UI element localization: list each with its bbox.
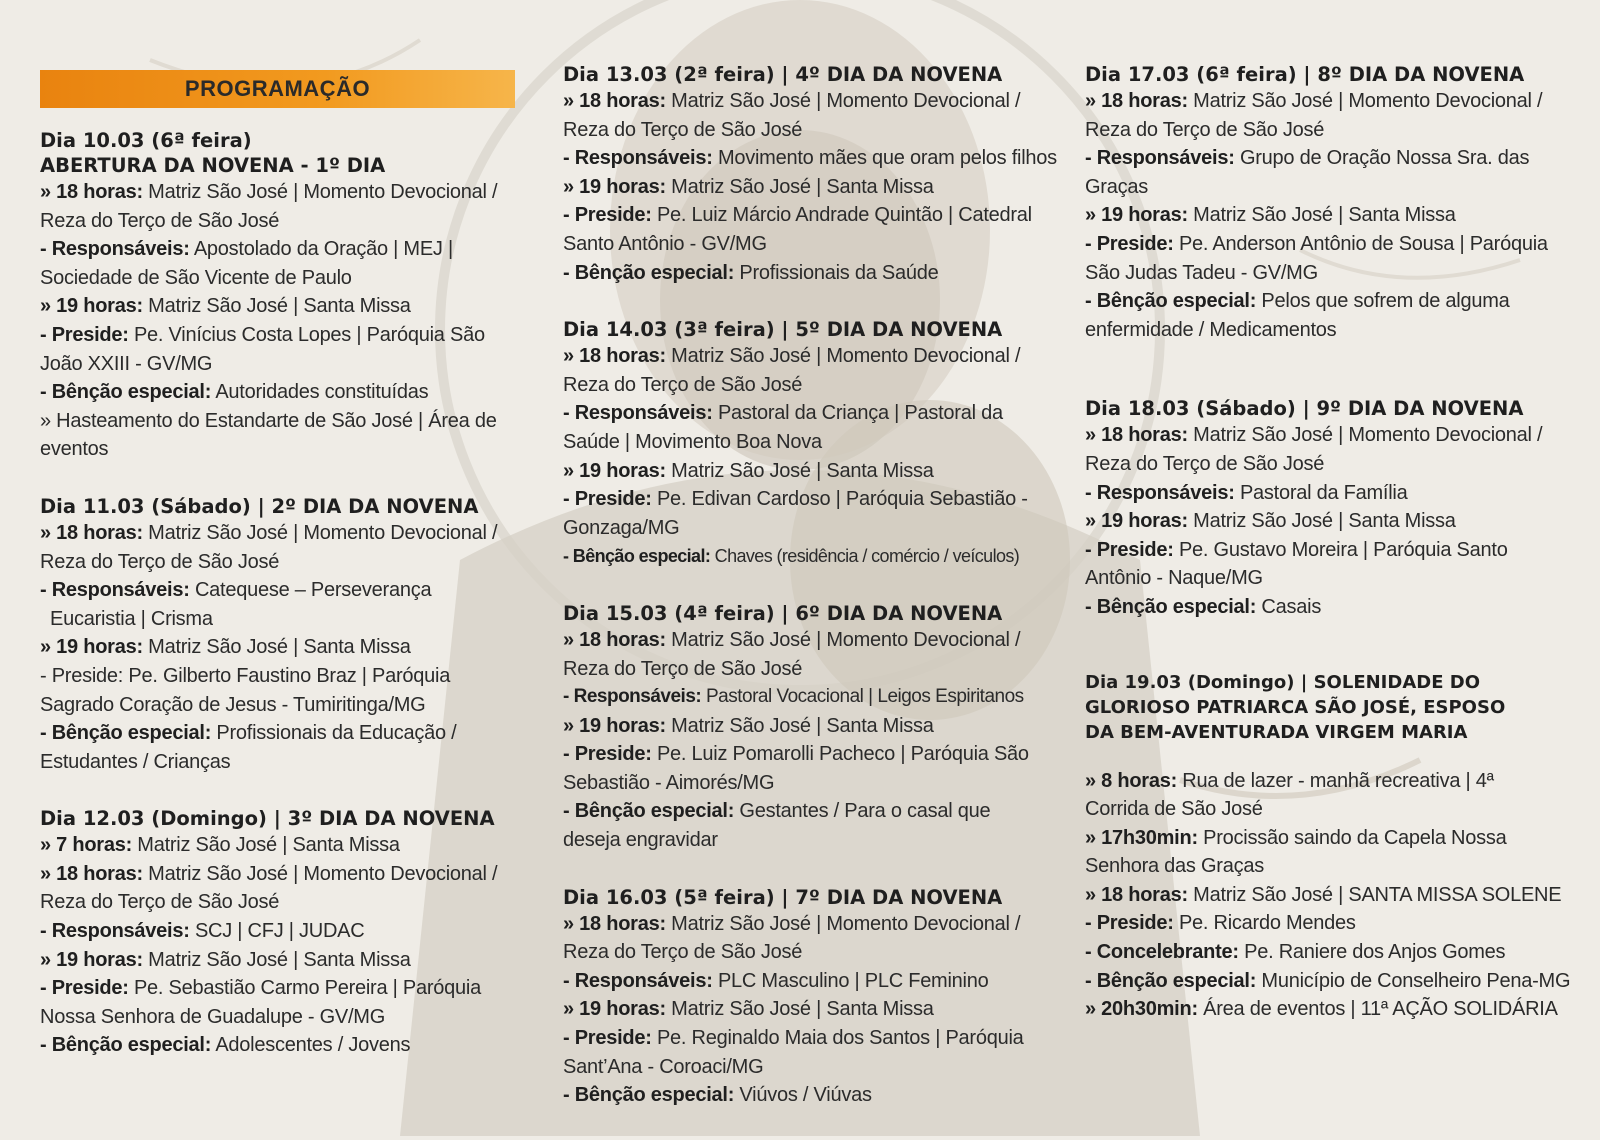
schedule-line: Reza do Terço de São José [1085,452,1325,475]
day-3 [40,806,540,1060]
programacao-banner [40,70,515,108]
schedule-line: Santo Antônio - GV/MG [563,232,767,255]
schedule-line: - Bênção especial: Município de Conselheiro Pena-MG [1085,969,1571,992]
schedule-line: - Responsáveis: Grupo de Oração Nossa Sra. das [1085,147,1530,170]
schedule-line: - Bênção especial: Autoridades constituídas [40,381,429,404]
schedule-line: Reza do Terço de São José [1085,118,1325,141]
schedule-line: » 18 horas: Matriz São José | Momento Devocional / [40,521,498,544]
schedule-line: » 19 horas: Matriz São José | Santa Missa [563,175,934,198]
schedule-line: » Hasteamento do Estandarte de São José | Área de [40,409,497,432]
schedule-line: Sagrado Coração de Jesus - Tumiritinga/MG [40,693,426,716]
schedule-line: » 19 horas: Matriz São José | Santa Missa [40,636,411,659]
schedule-line: » 18 horas: Matriz São José | Momento Devocional / [563,912,1021,935]
day-8 [1085,62,1595,344]
schedule-line: - Bênção especial: Adolescentes / Jovens [40,1034,411,1057]
schedule-line: - Responsáveis: Pastoral Vocacional | Leigos Espiritanos [563,686,1024,708]
day-title: Dia 19.03 (Domingo) | SOLENIDADE DO [1085,671,1480,693]
day-title: Dia 18.03 (Sábado) | 9º DIA DA NOVENA [1085,397,1524,421]
schedule-line: - Bênção especial: Casais [1085,595,1322,618]
day-2 [40,494,540,776]
day-5 [563,317,1073,571]
schedule-line: » 8 horas: Rua de lazer - manhã recreativa | 4ª [1085,769,1494,792]
schedule-line: - Preside: Pe. Luiz Márcio Andrade Quintão | Catedral [563,204,1032,227]
schedule-line: » 18 horas: Matriz São José | Momento Devocional / [563,90,1021,112]
day-4 [563,62,1073,287]
schedule-line: Reza do Terço de São José [563,373,803,396]
schedule-line: Reza do Terço de São José [563,941,803,964]
schedule-line: enfermidade / Medicamentos [1085,318,1337,341]
schedule-line: Reza do Terço de São José [563,118,803,141]
schedule-line: Reza do Terço de São José [40,550,280,573]
schedule-line: Gonzaga/MG [563,516,680,539]
schedule-line: - Responsáveis: Apostolado da Oração | MEJ | [40,238,453,261]
schedule-line: » 19 horas: Matriz São José | Santa Missa [563,998,934,1021]
schedule-line: Senhora das Graças [1085,855,1264,878]
schedule-line: » 18 horas: Matriz São José | Momento Devocional / [40,181,498,203]
schedule-line: - Responsáveis: SCJ | CFJ | JUDAC [40,920,365,943]
schedule-line: São Judas Tadeu - GV/MG [1085,261,1318,284]
column-1 [40,62,540,1090]
schedule-line: Saúde | Movimento Boa Nova [563,430,822,453]
schedule-line: eventos [40,438,109,461]
schedule-line: - Preside: Pe. Gustavo Moreira | Paróquia Santo [1085,538,1508,561]
column-2 [563,62,1073,1140]
schedule-line: Nossa Senhora de Guadalupe - GV/MG [40,1005,386,1028]
schedule-line: » 19 horas: Matriz São José | Santa Missa [1085,510,1456,533]
schedule-line: - Bênção especial: Viúvos / Viúvas [563,1084,872,1107]
schedule-line: Sociedade de São Vicente de Paulo [40,266,352,289]
schedule-line: - Bênção especial: Chaves (residência / comércio / veículos) [563,546,1020,567]
schedule-line: Antônio - Naque/MG [1085,567,1263,590]
schedule-line: - Responsáveis: Pastoral da Família [1085,481,1408,504]
day-6 [563,601,1073,855]
column-3 [1085,62,1595,1054]
day-title: Dia 16.03 (5ª feira) | 7º DIA DA NOVENA [563,885,1003,909]
day-title-2: GLORIOSO PATRIARCA SÃO JOSÉ, ESPOSO [1085,696,1506,718]
schedule-line: - Preside: Pe. Ricardo Mendes [1085,912,1356,935]
schedule-line: Corrida de São José [1085,798,1263,821]
day-1 [40,128,540,464]
schedule-line: - Preside: Pe. Anderson Antônio de Sousa | Paróquia [1085,232,1548,255]
day-title-2: ABERTURA DA NOVENA - 1º DIA [40,154,386,177]
schedule-line: - Bênção especial: Profissionais da Educação / [40,722,457,745]
day-9 [1085,396,1595,621]
schedule-line: » 20h30min: Área de eventos | 11ª AÇÃO SOLIDÁRIA [1085,998,1558,1021]
schedule-line: - Responsáveis: Movimento mães que oram pelos filhos [563,147,1057,170]
schedule-line: » 17h30min: Procissão saindo da Capela Nossa [1085,826,1507,849]
schedule-line: » 18 horas: Matriz São José | Momento Devocional / [40,862,498,885]
schedule-line: - Bênção especial: Pelos que sofrem de alguma [1085,290,1510,313]
day-title-3: DA BEM-AVENTURADA VIRGEM MARIA [1085,721,1468,743]
schedule-line: Sebastião - Aimorés/MG [563,771,775,794]
schedule-line: Graças [1085,175,1148,198]
schedule-line: » 18 horas: Matriz São José | Momento Devocional / [563,628,1021,651]
schedule-line: - Preside: Pe. Luiz Pomarolli Pacheco | Paróquia São [563,743,1029,766]
schedule-line: » 19 horas: Matriz São José | Santa Missa [40,295,411,318]
schedule-line: - Concelebrante: Pe. Raniere dos Anjos Gomes [1085,941,1506,964]
day-title: Dia 12.03 (Domingo) | 3º DIA DA NOVENA [40,807,495,831]
day-title: Dia 11.03 (Sábado) | 2º DIA DA NOVENA [40,494,479,518]
banner-title: PROGRAMAÇÃO [184,76,371,101]
day-title: Dia 13.03 (2ª feira) | 4º DIA DA NOVENA [563,63,1003,86]
schedule-line: - Bênção especial: Profissionais da Saúde [563,261,939,284]
schedule-line: Eucaristia | Crisma [50,607,213,630]
day-title: Dia 14.03 (3ª feira) | 5º DIA DA NOVENA [563,318,1003,342]
day-title: Dia 17.03 (6ª feira) | 8º DIA DA NOVENA [1085,63,1525,86]
schedule-line: » 19 horas: Matriz São José | Santa Missa [563,714,934,737]
schedule-line: Reza do Terço de São José [40,209,280,232]
schedule-line: - Preside: Pe. Vinícius Costa Lopes | Paróquia São [40,323,485,346]
schedule-line: deseja engravidar [563,829,718,852]
schedule-line: Reza do Terço de São José [563,657,803,680]
schedule-line: » 7 horas: Matriz São José | Santa Missa [40,834,400,857]
schedule-line: João XXIII - GV/MG [40,352,213,375]
schedule-line: - Responsáveis: Catequese – Perseverança [40,579,432,602]
schedule-line: » 19 horas: Matriz São José | Santa Missa [40,948,411,971]
schedule-line: » 19 horas: Matriz São José | Santa Missa [1085,204,1456,227]
schedule-line: » 18 horas: Matriz São José | Momento Devocional / [1085,90,1543,112]
schedule-line: Sant’Ana - Coroaci/MG [563,1055,764,1078]
schedule-line: - Preside: Pe. Sebastião Carmo Pereira | Paróquia [40,977,481,1000]
day-10 [1085,670,1595,1024]
schedule-line: Reza do Terço de São José [40,891,280,914]
schedule-line: » 19 horas: Matriz São José | Santa Missa [563,459,934,482]
spacer [1085,745,1595,767]
schedule-line: - Responsáveis: Pastoral da Criança | Pastoral da [563,402,1003,425]
schedule-line: Estudantes / Crianças [40,750,231,773]
schedule-line: - Preside: Pe. Edivan Cardoso | Paróquia Sebastião - [563,488,1028,511]
schedule-line: - Bênção especial: Gestantes / Para o casal que [563,800,991,823]
day-title: Dia 15.03 (4ª feira) | 6º DIA DA NOVENA [563,601,1003,625]
schedule-line: - Preside: Pe. Gilberto Faustino Braz | Paróquia [40,664,451,687]
schedule-line: - Responsáveis: PLC Masculino | PLC Feminino [563,969,989,992]
schedule-line: » 18 horas: Matriz São José | Momento Devocional / [563,345,1021,368]
schedule-line: - Preside: Pe. Reginaldo Maia dos Santos | Paróquia [563,1027,1024,1050]
schedule-line: » 18 horas: Matriz São José | SANTA MISSA SOLENE [1085,883,1562,906]
schedule-line: » 18 horas: Matriz São José | Momento Devocional / [1085,424,1543,447]
day-title: Dia 10.03 (6ª feira) [40,129,252,152]
day-7 [563,885,1073,1110]
